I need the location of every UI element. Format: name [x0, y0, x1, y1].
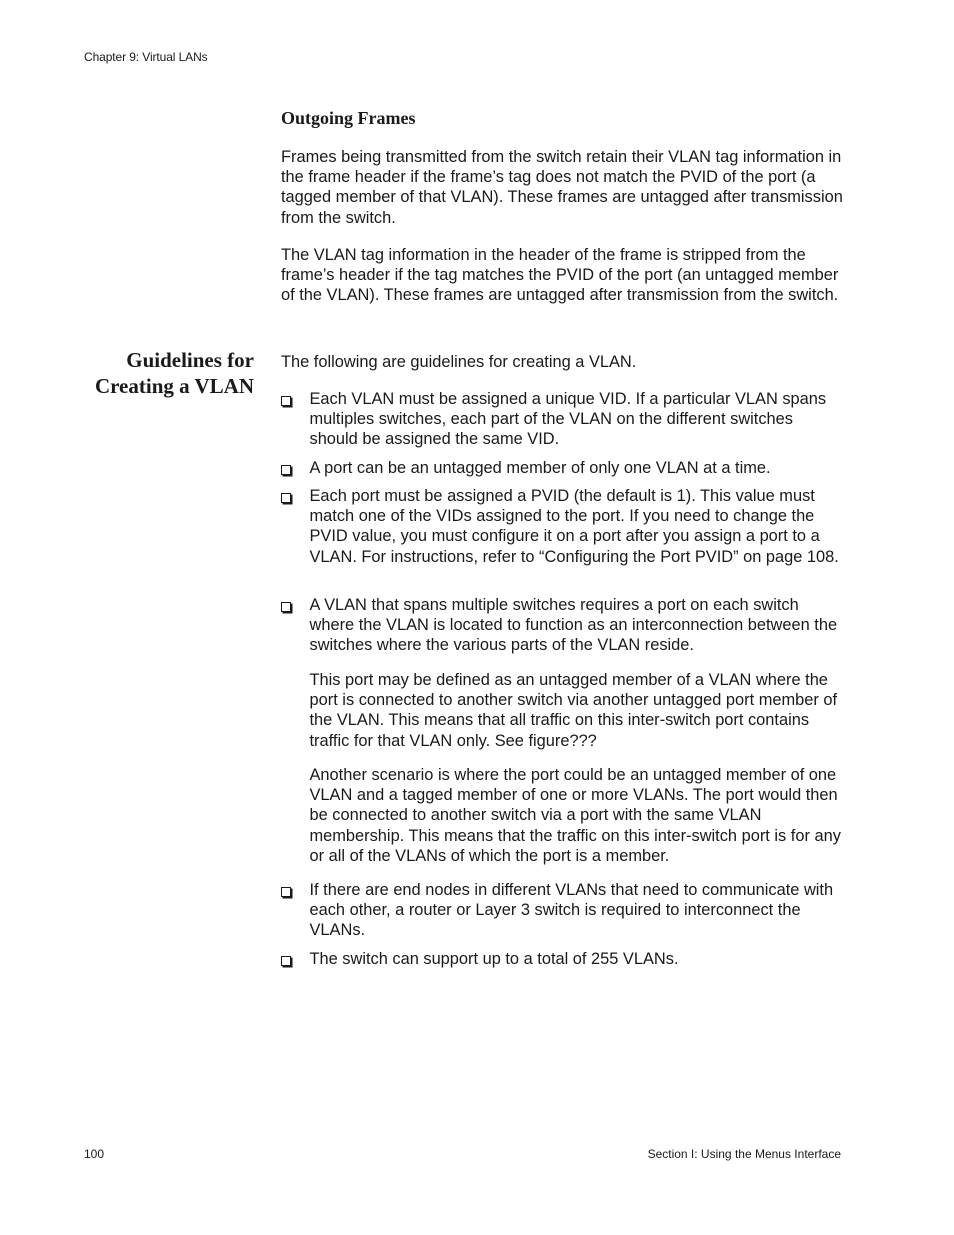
checkbox-bullet-icon [281, 396, 291, 406]
guideline-sub-paragraph-1: This port may be defined as an untagged member of a VLAN where the port is connected to another switch via another untagged port member of the VLAN. This means that all traffic on this inter-switch port contains traffic for that VLAN only. See figure??? [309, 671, 838, 750]
guideline-item-text: If there are end nodes in different VLANs that need to communicate with each other, a router or Layer 3 switch is required to interconnect the VLANs. [309, 881, 834, 940]
guideline-item [281, 880, 843, 941]
guidelines-heading [34, 347, 254, 399]
guideline-item-text: Each port must be assigned a PVID (the default is 1). This value must match one of the VIDs assigned to the port. If you need to change the PVID value, you must configure it on a port after you assign a port to a VLAN. For instructions, refer to “Configuring the Port PVID” on page 108. [309, 487, 839, 566]
footer-section-title: Section I: Using the Menus Interface [647, 1147, 841, 1161]
guideline-item-text: Each VLAN must be assigned a unique VID. If a particular VLAN spans multiples switches, each part of the VLAN on the different switches should be assigned the same VID. [309, 390, 827, 449]
guideline-item [281, 595, 843, 656]
checkbox-bullet-icon [281, 493, 291, 503]
running-head: Chapter 9: Virtual LANs [84, 50, 208, 64]
checkbox-bullet-icon [281, 602, 291, 612]
outgoing-frames-heading: Outgoing Frames [281, 108, 416, 128]
guideline-item [281, 389, 843, 450]
guidelines-heading-line-2: Creating a VLAN [94, 374, 254, 398]
guideline-item-text: A VLAN that spans multiple switches requires a port on each switch where the VLAN is located to function as an interconnection between the switches where the various parts of the VLAN reside. [309, 596, 838, 655]
checkbox-bullet-icon [281, 956, 291, 966]
guideline-item [281, 486, 843, 567]
guideline-item [281, 458, 843, 478]
checkbox-bullet-icon [281, 465, 291, 475]
guideline-item [281, 949, 843, 969]
guideline-item-text: The switch can support up to a total of 255 VLANs. [309, 950, 679, 968]
outgoing-paragraph-1: Frames being transmitted from the switch retain their VLAN tag information in the frame header if the frame’s tag does not match the PVID of the port (a tagged member of that VLAN). These frames are untagged after transmission from the switch. [281, 148, 843, 227]
outgoing-paragraph-2: The VLAN tag information in the header of the frame is stripped from the frame’s header if the tag matches the PVID of the port (an untagged member of the VLAN). These frames are untagged after transmission from the switch. [281, 246, 839, 305]
guidelines-intro: The following are guidelines for creating a VLAN. [281, 353, 637, 371]
guidelines-heading-line-1: Guidelines for [126, 348, 254, 372]
guideline-item-text: A port can be an untagged member of only one VLAN at a time. [309, 459, 771, 477]
checkbox-bullet-icon [281, 887, 291, 897]
page-number: 100 [84, 1147, 105, 1161]
guideline-sub-paragraph-2: Another scenario is where the port could be an untagged member of one VLAN and a tagged member of one or more VLANs. The port would then be connected to another switch via a port with the same VLAN membership. This means that the traffic on this inter-switch port is for any or all of the VLANs of which the port is a member. [309, 766, 841, 865]
